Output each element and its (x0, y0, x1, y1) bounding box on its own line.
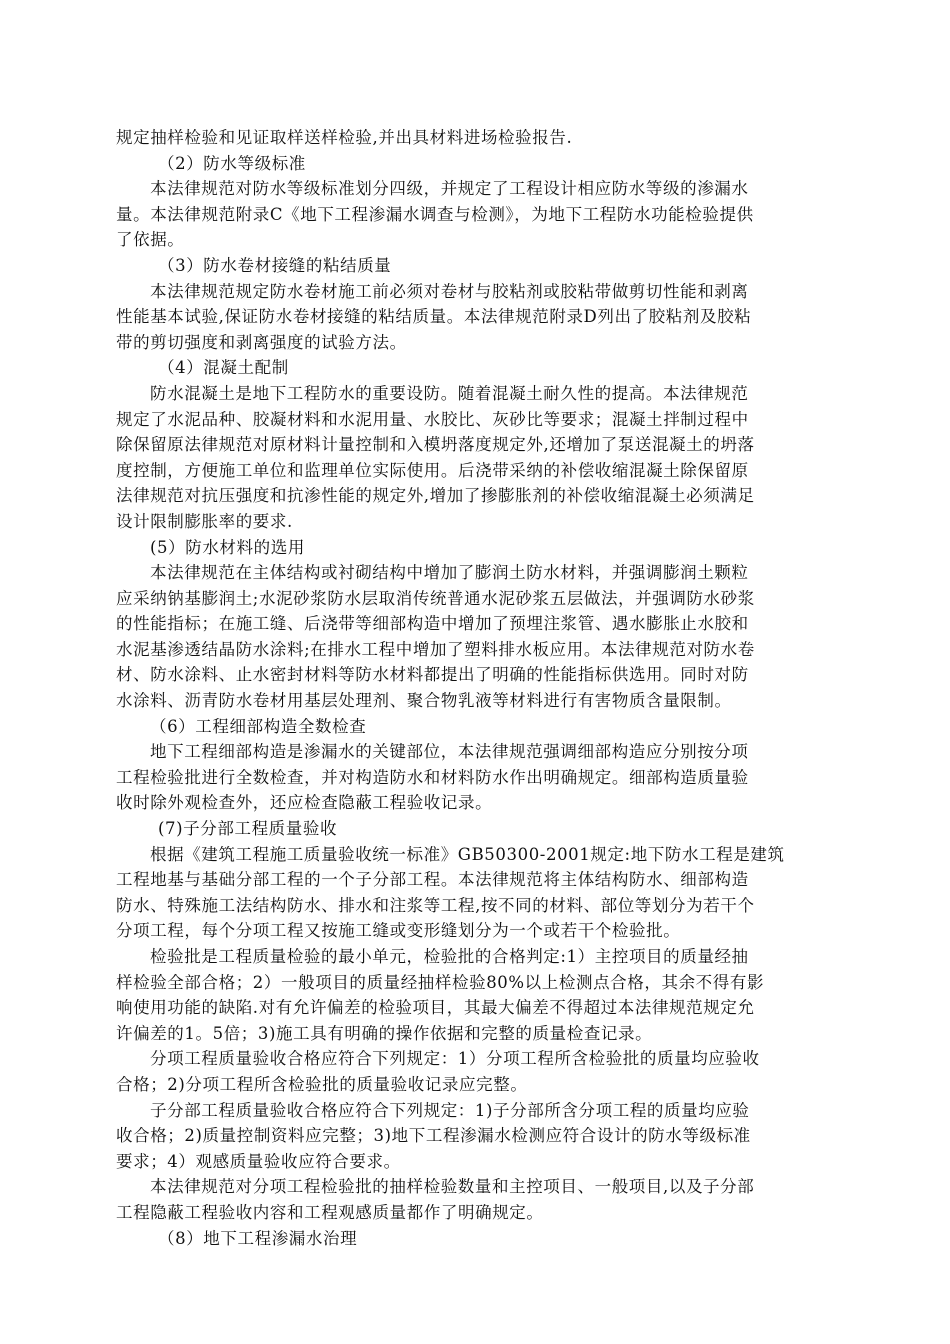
text-line: 检验批是工程质量检验的最小单元，检验批的合格判定:1）主控项目的质量经抽 (150, 947, 749, 966)
text-line: 法律规范对抗压强度和抗渗性能的规定外,增加了掺膨胀剂的补偿收缩混凝土必须满足 (116, 486, 755, 506)
text-line: 收时除外观检查外，还应检查隐蔽工程验收记录。 (116, 793, 493, 813)
text-line: 规定抽样检验和见证取样送样检验,并出具材料进场检验报告. (116, 128, 573, 147)
section-heading: （2）防水等级标准 (158, 153, 306, 173)
text-line: 工程隐蔽工程验收内容和工程观感质量都作了明确规定。 (116, 1202, 544, 1222)
text-line: 防水混凝土是地下工程防水的重要设防。随着混凝土耐久性的提高。本法律规范 (150, 383, 749, 403)
section-heading: （8）地下工程渗漏水治理 (158, 1228, 358, 1248)
text-line: 材、防水涂料、止水密封材料等防水材料都提出了明确的性能指标供选用。同时对防 (116, 665, 749, 685)
text-line: 要求；4）观感质量验收应符合要求。 (116, 1151, 401, 1171)
text-line: 度控制，方便施工单位和监理单位实际使用。后浇带采纳的补偿收缩混凝土除保留原 (116, 460, 749, 480)
text-line: 性能基本试验,保证防水卷材接缝的粘结质量。本法律规范附录D列出了胶粘剂及胶粘 (116, 307, 752, 327)
text-line: 本法律规范对分项工程检验批的抽样检验数量和主控项目、一般项目,以及子分部 (150, 1177, 755, 1197)
document-body (116, 125, 836, 1251)
text-line: 带的剪切强度和剥离强度的试验方法。 (116, 332, 407, 352)
text-line: 规定了水泥品种、胶凝材料和水泥用量、水胶比、灰砂比等要求；混凝土拌制过程中 (116, 409, 749, 429)
text-line: 样检验全部合格；2）一般项目的质量经抽样检验80%以上检测点合格，其余不得有影 (116, 972, 765, 992)
text-line: 分项工程质量验收合格应符合下列规定：1）分项工程所含检验批的质量均应验收 (150, 1049, 760, 1069)
text-line: 本法律规范在主体结构或衬砌结构中增加了膨润土防水材料，并强调膨润土颗粒 (150, 563, 749, 583)
text-line: 许偏差的1。5倍；3)施工具有明确的操作依据和完整的质量检查记录。 (116, 1023, 653, 1043)
text-line: 子分部工程质量验收合格应符合下列规定：1)子分部所含分项工程的质量均应验 (150, 1100, 750, 1120)
text-line: 量。本法律规范附录C《地下工程渗漏水调查与检测》，为地下工程防水功能检验提供 (116, 204, 754, 224)
text-line: 防水、特殊施工法结构防水、排水和注浆等工程,按不同的材料、部位等划分为若干个 (116, 895, 755, 915)
text-line: 水泥基渗透结晶防水涂料;在排水工程中增加了塑料排水板应用。本法律规范对防水卷 (116, 639, 755, 659)
text-line: 地下工程细部构造是渗漏水的关键部位，本法律规范强调细部构造应分别按分项 (150, 742, 749, 762)
text-line: 工程地基与基础分部工程的一个子分部工程。本法律规范将主体结构防水、细部构造 (116, 870, 749, 890)
text-line: 合格；2)分项工程所含检验批的质量验收记录应完整。 (116, 1074, 528, 1094)
text-line: 分项工程，每个分项工程又按施工缝或变形缝划分为一个或若干个检验批。 (116, 921, 681, 941)
text-line: 工程检验批进行全数检查，并对构造防水和材料防水作出明确规定。细部构造质量验 (116, 767, 749, 787)
text-line: （6）工程细部构造全数检查 (150, 716, 367, 736)
text-line: 响使用功能的缺陷.对有允许偏差的检验项目，其最大偏差不得超过本法律规范规定允 (116, 998, 755, 1018)
text-line: 水涂料、沥青防水卷材用基层处理剂、聚合物乳液等材料进行有害物质含量限制。 (116, 691, 732, 711)
text-line: 收合格；2)质量控制资料应完整；3)地下工程渗漏水检测应符合设计的防水等级标准 (116, 1126, 751, 1146)
text-line: 应采纳钠基膨润土;水泥砂浆防水层取消传统普通水泥砂浆五层做法，并强调防水砂浆 (116, 588, 755, 608)
text-line: 本法律规范规定防水卷材施工前必须对卷材与胶粘剂或胶粘带做剪切性能和剥离 (150, 281, 749, 301)
text-line: 除保留原法律规范对原材料计量控制和入模坍落度规定外,还增加了泵送混凝土的坍落 (116, 435, 755, 455)
section-heading: （3）防水卷材接缝的粘结质量 (158, 255, 392, 275)
text-line: 的性能指标；在施工缝、后浇带等细部构造中增加了预埋注浆管、遇水膨胀止水胶和 (116, 614, 749, 634)
text-line: 本法律规范对防水等级标准划分四级，并规定了工程设计相应防水等级的渗漏水 (150, 179, 749, 199)
text-line: 设计限制膨胀率的要求. (116, 511, 293, 531)
section-heading: （4）混凝土配制 (158, 358, 289, 378)
section-heading: (7)子分部工程质量验收 (158, 819, 338, 839)
text-line: 了依据。 (116, 230, 185, 250)
text-line: (5）防水材料的选用 (150, 537, 305, 557)
text-line: 根据《建筑工程施工质量验收统一标准》GB50300-2001规定:地下防水工程是建筑 (150, 844, 785, 864)
